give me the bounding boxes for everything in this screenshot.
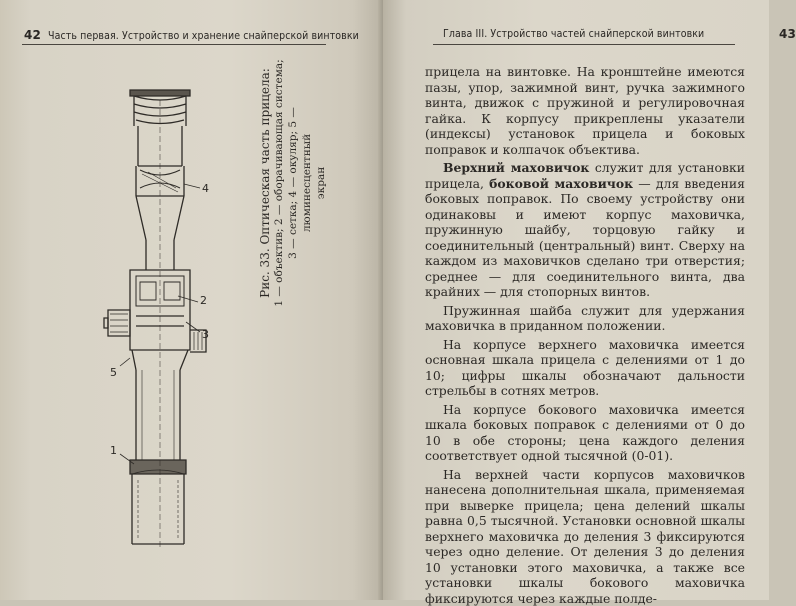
right-running-head (443, 28, 704, 40)
optical-scope-figure (90, 70, 250, 560)
paragraph (425, 64, 745, 157)
paragraph (425, 402, 745, 464)
scope-drawing (90, 70, 250, 560)
paragraph-text: На корпусе бокового маховичка имеется шкала боковых поправок с делениями от 0 до 10 в обе стороны; цена каждого деления соответствует одной тысячной (0-01). (425, 402, 745, 464)
right-head-rule (433, 44, 735, 45)
paragraph (425, 160, 745, 300)
left-running-head-text: Часть первая. Устройство и хранение снайперской винтовки (48, 30, 359, 42)
callout-4: 4 (202, 182, 209, 195)
right-page (383, 0, 769, 600)
paragraph (425, 467, 745, 606)
left-page (0, 0, 383, 600)
paragraph-text: — для введения боковых поправок. По своему устройству они одинаковы и имеют корпус маховичка, пружинную шайбу, торцовую гайку и соединительный (центральный) винт. Сверху на каждом из маховичков сделано три отверстия; среднее — для соединительного винта, два крайних — для стопорных винтов. (425, 176, 745, 300)
figure-caption-title: Рис. 33. Оптическая часть прицела: (258, 58, 272, 308)
callout-1: 1 (110, 444, 117, 457)
left-page-number: 42 (24, 28, 41, 42)
left-head-rule (22, 44, 326, 45)
callout-3: 3 (202, 328, 209, 341)
paragraph-text: На верхней части корпусов маховичков нанесена дополнительная шкала, применяемая при выверке прицела; цена делений шкалы равна 0,5 тысячной. Установки основной шкалы верхнего маховичка до деления 3 фиксируются через одно деление. От деления 3 до деления 10 установки этого маховичка, а также все установки шкалы бокового маховичка фиксируются через каждые полде- (425, 467, 745, 606)
left-running-head (24, 28, 359, 42)
figure-caption-line-2: экран (314, 58, 328, 308)
right-running-head-text: Глава III. Устройство частей снайперской винтовки (443, 28, 704, 40)
body-text (425, 64, 745, 606)
callout-5: 5 (110, 366, 117, 379)
paragraph (425, 303, 745, 334)
right-page-number: 43 (779, 27, 796, 41)
figure-caption-line-1: 1 — объектив; 2 — оборачивающая система; 3 — сетка; 4 — окуляр; 5 — люминесцентный (272, 58, 314, 308)
bold-term: Верхний маховичок (443, 160, 589, 175)
paragraph-text: Пружинная шайба служит для удержания маховичка в приданном положении. (425, 303, 745, 334)
paragraph-text: прицела на винтовке. На кронштейне имеются пазы, упор, зажимной винт, ручка зажимного винта, движок с пружиной и регулировочная гайка. К корпусу прикреплены указатели (индексы) установок прицела и боковых поправок и колпачок объектива. (425, 64, 745, 157)
callout-2: 2 (200, 294, 207, 307)
paragraph (425, 337, 745, 399)
paragraph-text: На корпусе верхнего маховичка имеется основная шкала прицела с делениями от 1 до 10; цифры шкалы обозначают дальности стрельбы в сотнях метров. (425, 337, 745, 399)
figure-caption (258, 58, 328, 308)
paragraph-text: служит для установки прицела, (425, 160, 745, 191)
bold-term: боковой маховичок (489, 176, 633, 191)
